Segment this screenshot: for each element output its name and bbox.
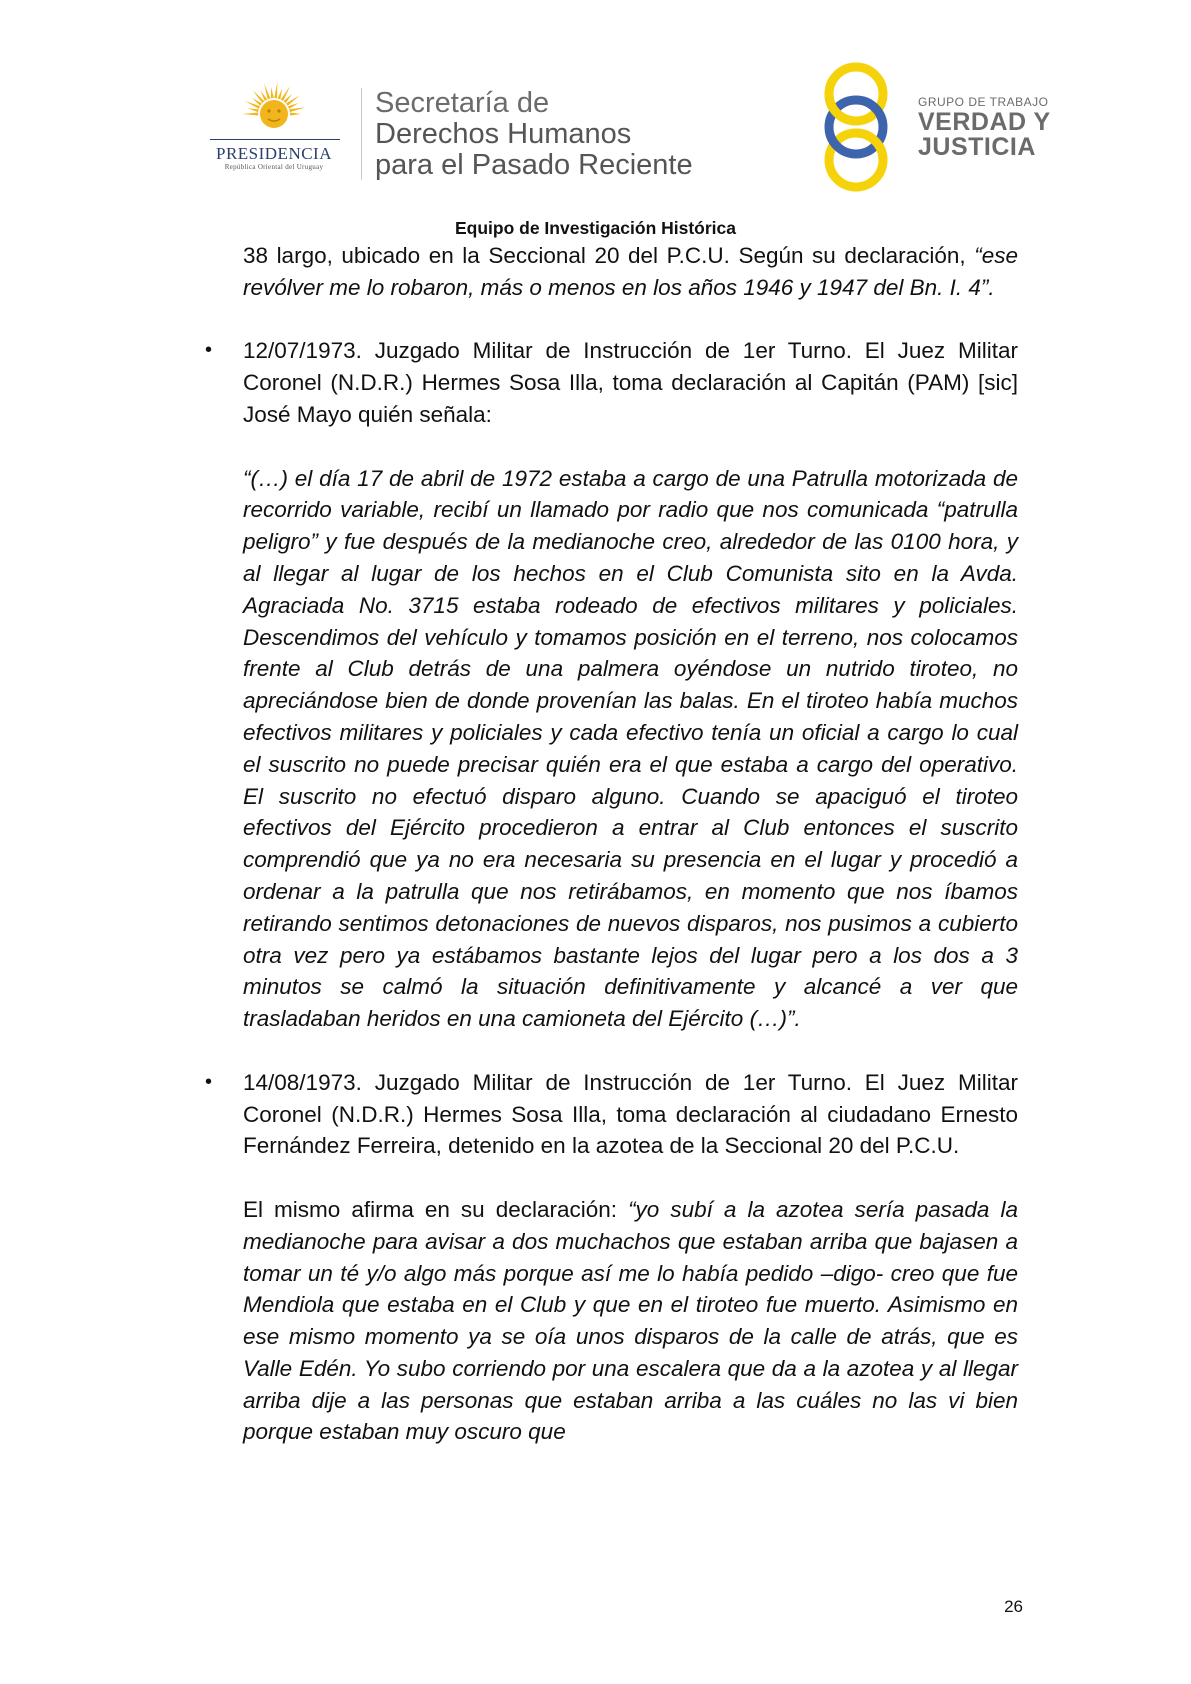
paragraph-declaration-text: El mismo afirma en su declaración: [243,1196,629,1222]
header-divider [361,88,362,180]
grupo-line3: JUSTICIA [918,133,1036,161]
spacer [243,431,1018,463]
secretaria-line2: Derechos Humanos [375,118,632,150]
bullet-icon: • [205,1070,213,1093]
page-number: 26 [1004,1597,1023,1616]
grupo-trabajo-rings-logo [808,60,904,194]
grupo-trabajo-title [918,95,1051,160]
paragraph-declaration-quote: “yo subí a la azotea sería pasada la medianoche para avisar a dos muchachos que estaban arriba que bajasen a tomar un té y/o algo más porque así me lo había pedido –digo- creo que fue Mendiola que estaba en el Club y que en el tiroteo fue muerto. Asimismo en ese mismo momento ya se oía unos disparos de la calle de atrás, que es Valle Edén. Yo subo corriendo por una escalera que da a la azotea y al llegar arriba dije a las personas que estaban arriba a las cuáles no las vi bien porque estaban muy oscuro que [243,1196,1018,1445]
spacer [243,304,1018,336]
secretaria-title [375,88,693,181]
spacer [243,1162,1018,1194]
grupo-line1: GRUPO DE TRABAJO [918,95,1049,109]
paragraph-continuation-text: 38 largo, ubicado en la Seccional 20 del P.C.U. Según su declaración, [243,243,975,268]
presidencia-rule [210,139,340,140]
secretaria-line1: Secretaría de [375,87,550,119]
team-title: Equipo de Investigación Histórica [454,218,737,238]
presidencia-name: PRESIDENCIA [215,144,332,163]
bullet-icon: • [205,339,213,362]
list-item [205,1067,1018,1162]
list-item [205,335,1018,430]
testimony-quote-text: “(…) el día 17 de abril de 1972 estaba a cargo de una Patrulla motorizada de recorrido variable, recibí un llamado por radio que nos comunicada “patrulla peligro” y fue después de la medianoche creo, alrededor de las 0100 hora, y al llegar al lugar de los hechos en el Club Comunista sito en la Avda. Agraciada No. 3715 estaba rodeado de efectivos militares y policiales. Descendimos del vehículo y tomamos posición en el terreno, nos colocamos frente al Club detrás de una palmera oyéndose un nutrido tiroteo, no apreciándose bien de donde provenían las balas. En el tiroteo había muchos efectivos militares y policiales y cada efectivo tenía un oficial a cargo lo cual el suscrito no puede precisar quién era el que estaba a cargo del operativo. El suscrito no efectuó disparo alguno. Cuando se apaciguó el tiroteo efectivos del Ejército procedieron a entrar al Club entonces el suscrito comprendió que ya no era necesaria su presencia en el lugar y procedió a ordenar a la patrulla que nos retirábamos, en momento que nos íbamos retirando sentimos detonaciones de nuevos disparos, nos pusimos a cubierto otra vez pero ya estábamos bastante lejos del lugar pero a los dos a 3 minutos se calmó la situación definitivamente y alcancé a ver que trasladaban heridos en una camioneta del Ejército (…)”. [243,465,1018,1032]
list-item-text: 14/08/1973. Juzgado Militar de Instrucción de 1er Turno. El Juez Militar Coronel (N.D.R.) Hermes Sosa Illa, toma declaración al ciudadano Ernesto Fernández Ferreira, detenido en la azotea de la Seccional 20 del P.C.U. [243,1069,1018,1159]
list-item-text: 12/07/1973. Juzgado Militar de Instrucción de 1er Turno. El Juez Militar Coronel (N.D.R.) Hermes Sosa Illa, toma declaración al Capitán (PAM) [sic] José Mayo quién señala: [243,338,1018,427]
testimony-quote [243,463,1018,1035]
paragraph-continuation [243,240,1018,304]
spacer [243,1035,1018,1067]
grupo-line2: VERDAD Y [918,108,1051,136]
presidencia-subtitle: República Oriental del Uruguay [224,163,324,171]
page-header [0,0,1191,210]
paragraph-continuation-quote: “ese revólver me lo robaron, más o menos en los años 1946 y 1947 del Bn. I. 4”. [243,243,1018,300]
document-body [205,240,1018,1448]
secretaria-line3: para el Pasado Reciente [375,149,693,181]
paragraph-declaration [243,1194,1018,1448]
